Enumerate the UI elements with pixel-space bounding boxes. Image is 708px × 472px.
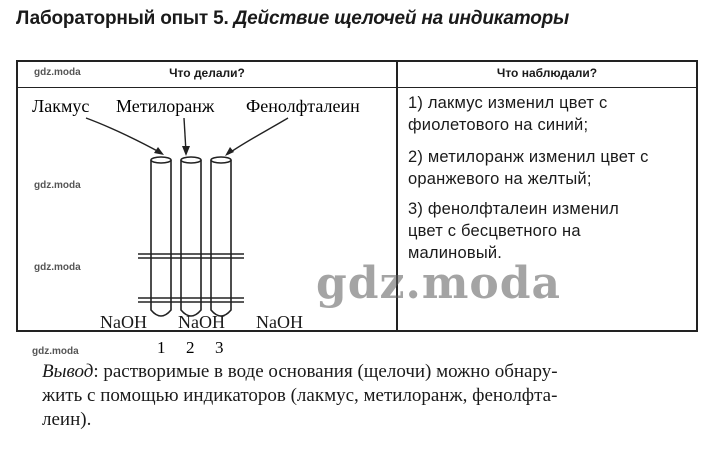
col-what-done-header: Что делали? xyxy=(169,66,245,80)
observation-3-line-1: 3) фенолфталеин изменил xyxy=(408,200,619,218)
arrow-litmus xyxy=(86,118,161,153)
conclusion-text-1: растворимые в воде основания (щелочи) можно обнару- xyxy=(103,361,558,382)
tube-2-rim xyxy=(181,157,201,163)
tube-2 xyxy=(181,160,201,316)
arrowhead-1 xyxy=(154,147,164,155)
table-header-row xyxy=(18,62,696,88)
watermark-small-1: gdz.moda xyxy=(34,67,81,78)
indicator-label-phenolphthalein: Фенолфталеин xyxy=(246,96,360,116)
page-title xyxy=(16,8,569,30)
arrowheads xyxy=(154,146,234,156)
reagent-label-2: NaOH xyxy=(178,312,225,332)
conclusion-line-1: Вывод: растворимые в воде основания (щелочи) можно обнару- xyxy=(42,361,558,382)
tube-3-rim xyxy=(211,157,231,163)
conclusion-line-3: леин). xyxy=(42,409,92,430)
tube-1 xyxy=(151,160,171,316)
tube-number-1: 1 xyxy=(157,338,166,357)
indicator-label-litmus: Лакмус xyxy=(32,96,90,116)
watermark-small-3: gdz.moda xyxy=(34,262,81,273)
title-prefix: Лабораторный опыт 5. xyxy=(16,8,229,29)
observation-3-line-3: малиновый. xyxy=(408,244,503,262)
watermark-large: gdz.moda xyxy=(316,258,562,309)
tube-number-2: 2 xyxy=(186,338,195,357)
indicator-label-methyl-orange: Метилоранж xyxy=(116,96,215,116)
observation-1 xyxy=(408,92,607,136)
tube-1-rim xyxy=(151,157,171,163)
observation-3 xyxy=(408,198,619,264)
observation-1-line-2: фиолетового на синий; xyxy=(408,116,589,134)
watermark-small-2: gdz.moda xyxy=(34,180,81,191)
reagent-label-3: NaOH xyxy=(256,312,303,332)
title-italic: Действие щелочей на индикаторы xyxy=(233,8,570,29)
watermark-small-4: gdz.moda xyxy=(32,346,79,357)
conclusion xyxy=(42,360,682,432)
tube-3 xyxy=(211,160,231,316)
arrow-phenolphthalein xyxy=(228,118,288,154)
tube-number-3: 3 xyxy=(215,338,224,357)
arrowhead-2 xyxy=(182,146,190,156)
observation-1-line-1: 1) лакмус изменил цвет с xyxy=(408,94,608,112)
conclusion-label: Вывод xyxy=(42,361,94,382)
conclusion-line-2: жить с помощью индикаторов (лакмус, метилоранж, фенолфта- xyxy=(42,385,558,406)
observation-3-line-2: цвет с бесцветного на xyxy=(408,222,581,240)
observation-2-line-2: оранжевого на желтый; xyxy=(408,170,592,188)
tubes xyxy=(151,157,231,316)
observation-2-line-1: 2) метилоранж изменил цвет с xyxy=(408,148,649,166)
reagent-label-1: NaOH xyxy=(100,312,147,332)
observation-2 xyxy=(408,146,649,190)
col-observed-header: Что наблюдали? xyxy=(496,66,598,80)
arrowhead-3 xyxy=(225,147,234,156)
